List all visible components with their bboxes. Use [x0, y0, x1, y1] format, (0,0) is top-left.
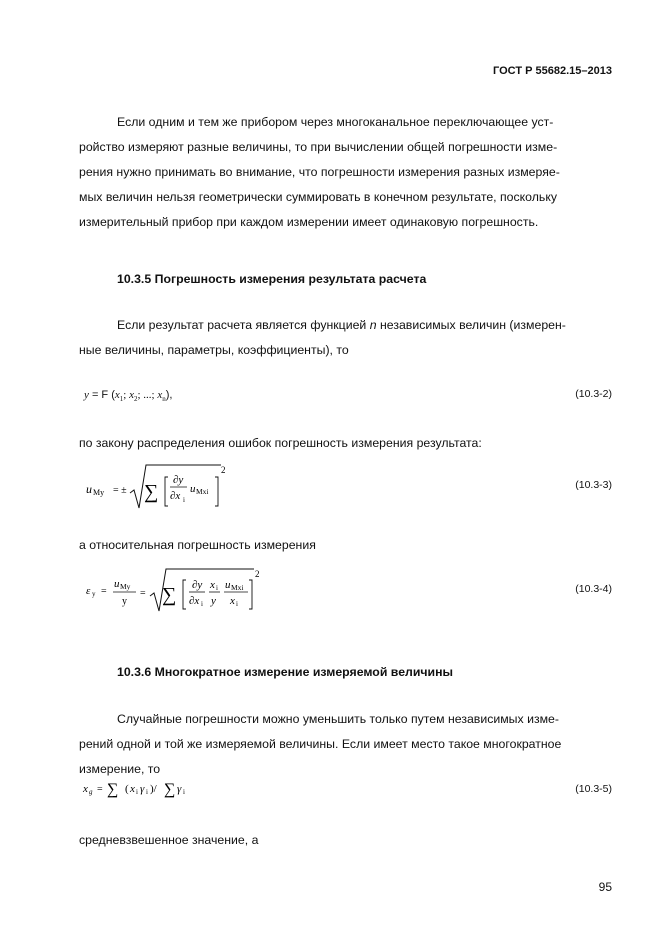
eq-symbol: x: [114, 389, 120, 401]
bracket-right: [249, 580, 252, 609]
eq-symbol: u: [86, 482, 92, 496]
eq-symbol: =: [101, 586, 107, 597]
equation-10-3-4: [84, 565, 274, 617]
eq-symbol: =: [140, 588, 146, 599]
eq-symbol: ∂y: [192, 579, 203, 591]
text-line: измерение, то: [79, 762, 161, 776]
bracket-left: [183, 580, 186, 609]
eq-symbol: x: [83, 783, 88, 795]
eq-subscript: 2: [133, 395, 138, 404]
eq-subscript: i: [146, 788, 148, 796]
text-line: средневзвешенное значение, а: [79, 833, 259, 847]
paragraph-repeated-measurement: [79, 707, 615, 782]
equation-number: (10.3-2): [575, 388, 612, 400]
eq-subscript: i: [183, 788, 185, 796]
eq-symbol: )/: [150, 783, 157, 795]
equation-10-3-5: [80, 775, 210, 805]
text-line: измерительный прибор при каждом измерении имеет одинаковую погрешность.: [79, 215, 539, 229]
text-segment: Если результат расчета является функцией: [117, 318, 370, 332]
section-heading-10-3-6: 10.3.6 Многократное измерение измеряемой величины: [117, 665, 454, 679]
eq-symbol: u: [190, 483, 196, 495]
eq-subscript: Mxi: [196, 487, 209, 496]
eq-symbol: = F (: [88, 389, 115, 401]
text-line: рений одной и той же измеряемой величины. Если имеет место такое многократное: [79, 737, 562, 751]
eq-symbol: (: [125, 783, 129, 795]
eq-symbol: y: [84, 389, 89, 401]
eq-superscript: 2: [255, 569, 260, 579]
text-line: мых величин нельзя геометрически суммировать в конечном результате, поскольку: [79, 190, 557, 204]
eq-symbol: γ: [177, 783, 182, 795]
sum-sign: ∑: [164, 781, 176, 798]
eq-subscript: i: [216, 584, 218, 592]
eq-symbol: ; ...;: [137, 389, 158, 401]
equation-10-3-3: [84, 462, 244, 514]
sum-sign: ∑: [144, 481, 159, 503]
text-line: [79, 313, 615, 338]
text-segment: независимых величин (измерен-: [376, 318, 566, 332]
eq-subscript: i: [136, 788, 138, 796]
sum-sign: ∑: [107, 781, 119, 798]
eq-subscript: g: [89, 788, 93, 796]
text-line: Если одним и тем же прибором через многоканальное переключающее уст-: [117, 115, 554, 129]
text-line: ройство измеряют разные величины, то при вычислении общей погрешности изме-: [79, 140, 558, 154]
eq-symbol: = ±: [113, 485, 127, 496]
text-line: по закону распределения ошибок погрешность измерения результата:: [79, 436, 482, 450]
paragraph-multichannel: [79, 110, 615, 235]
eq-symbol: ),: [165, 389, 173, 401]
eq-symbol: ∂y: [173, 474, 184, 486]
eq-symbol: x: [230, 595, 235, 607]
eq-symbol: y: [122, 596, 127, 607]
paragraph-calculation-result: [79, 313, 615, 363]
bracket-right: [215, 477, 218, 506]
eq-symbol: =: [97, 784, 103, 795]
eq-subscript: i: [201, 600, 203, 608]
eq-superscript: 2: [221, 465, 226, 475]
bracket-left: [165, 477, 168, 506]
text-line: рения нужно принимать во внимание, что погрешности измерения разных измеряе-: [79, 165, 560, 179]
section-heading-10-3-5: 10.3.5 Погрешность измерения результата расчета: [117, 272, 427, 286]
text-line: ные величины, параметры, коэффициенты), то: [79, 343, 349, 357]
eq-symbol: ;: [123, 389, 130, 401]
equation-number: (10.3-4): [575, 583, 612, 595]
eq-symbol: γ: [140, 783, 145, 795]
paragraph-relative-error: [79, 533, 615, 558]
page-number: 95: [598, 880, 612, 894]
eq-subscript: i: [236, 600, 238, 608]
eq-symbol: ε: [86, 585, 91, 597]
document-id: ГОСТ Р 55682.15–2013: [493, 65, 612, 77]
eq-symbol: ∂x: [170, 490, 181, 502]
eq-subscript: i: [183, 496, 185, 504]
variable-n: n: [369, 318, 377, 332]
eq-symbol: x: [130, 783, 135, 795]
text-line: а относительная погрешность измерения: [79, 538, 316, 552]
equation-number: (10.3-3): [575, 479, 612, 491]
equation-10-3-2: [84, 389, 172, 403]
eq-subscript: 1: [119, 395, 124, 404]
sum-sign: ∑: [162, 584, 177, 606]
eq-symbol: x: [210, 579, 215, 591]
eq-symbol: x: [157, 389, 163, 401]
eq-symbol: x: [129, 389, 134, 401]
paragraph-weighted-mean: [79, 828, 615, 853]
eq-symbol: u: [225, 579, 231, 591]
eq-symbol: u: [114, 578, 120, 590]
eq-symbol: y: [211, 595, 216, 607]
eq-subscript: Mxi: [231, 583, 244, 592]
text-line: Случайные погрешности можно уменьшить только путем независимых изме-: [117, 712, 559, 726]
eq-subscript: y: [92, 590, 96, 598]
eq-subscript: n: [162, 395, 166, 404]
eq-subscript: My: [120, 582, 131, 591]
eq-subscript: My: [93, 488, 105, 497]
paragraph-error-propagation: [79, 431, 615, 456]
equation-number: (10.3-5): [575, 783, 612, 795]
eq-symbol: ∂x: [189, 595, 200, 607]
